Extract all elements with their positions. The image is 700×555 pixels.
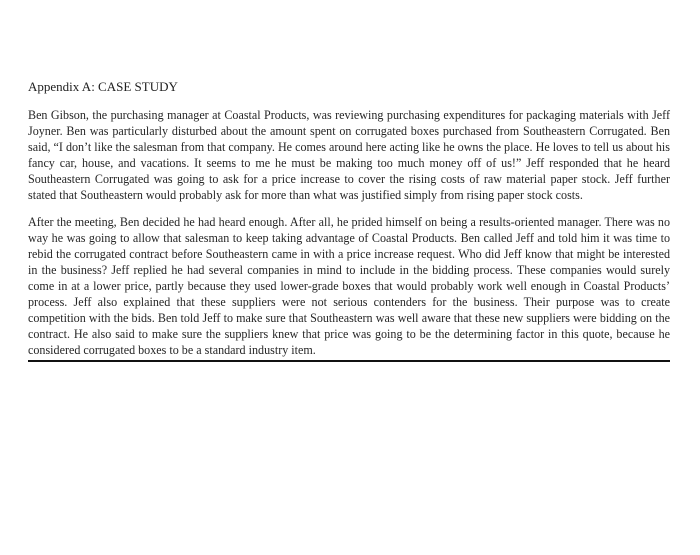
case-study-document (28, 79, 670, 362)
paragraph-1: Ben Gibson, the purchasing manager at Coastal Products, was reviewing purchasing expenditures for packaging materials with Jeff Joyner. Ben was particularly disturbed about the amount spent on corrugated boxes purchased from Southeastern Corrugated. Ben said, “I don’t like the salesman from that company. He comes around here acting like he owns the place. He loves to tell us about his fancy car, house, and vacations. It seems to me he must be making too much money off of us!” Jeff responded that he heard Southeastern Corrugated was going to ask for a price increase to cover the rising costs of raw material paper stock. Jeff further stated that Southeastern would probably ask for more than what was justified simply from rising paper stock costs. (28, 108, 670, 202)
paragraph-2: After the meeting, Ben decided he had heard enough. After all, he prided himself on being a results-oriented manager. There was no way he was going to allow that salesman to keep taking advantage of Coastal Products. Ben called Jeff and told him it was time to rebid the corrugated contract before Southeastern came in with a price increase request. Who did Jeff know that might be interested in the business? Jeff replied he had several companies in mind to include in the bidding process. These companies would surely come in at a lower price, partly because they used lower-grade boxes that would probably work well enough in Coastal Products’ process. Jeff also explained that these suppliers were not serious contenders for the business. Their purpose was to create competition with the bids. Ben told Jeff to make sure that Southeastern was well aware that these new suppliers were bidding on the contract. He also said to make sure the suppliers knew that price was going to be the determining factor in this quote, because he considered corrugated boxes to be a standard industry item. (28, 215, 670, 357)
document-heading: Appendix A: CASE STUDY (28, 79, 178, 94)
bottom-rule (28, 360, 670, 362)
